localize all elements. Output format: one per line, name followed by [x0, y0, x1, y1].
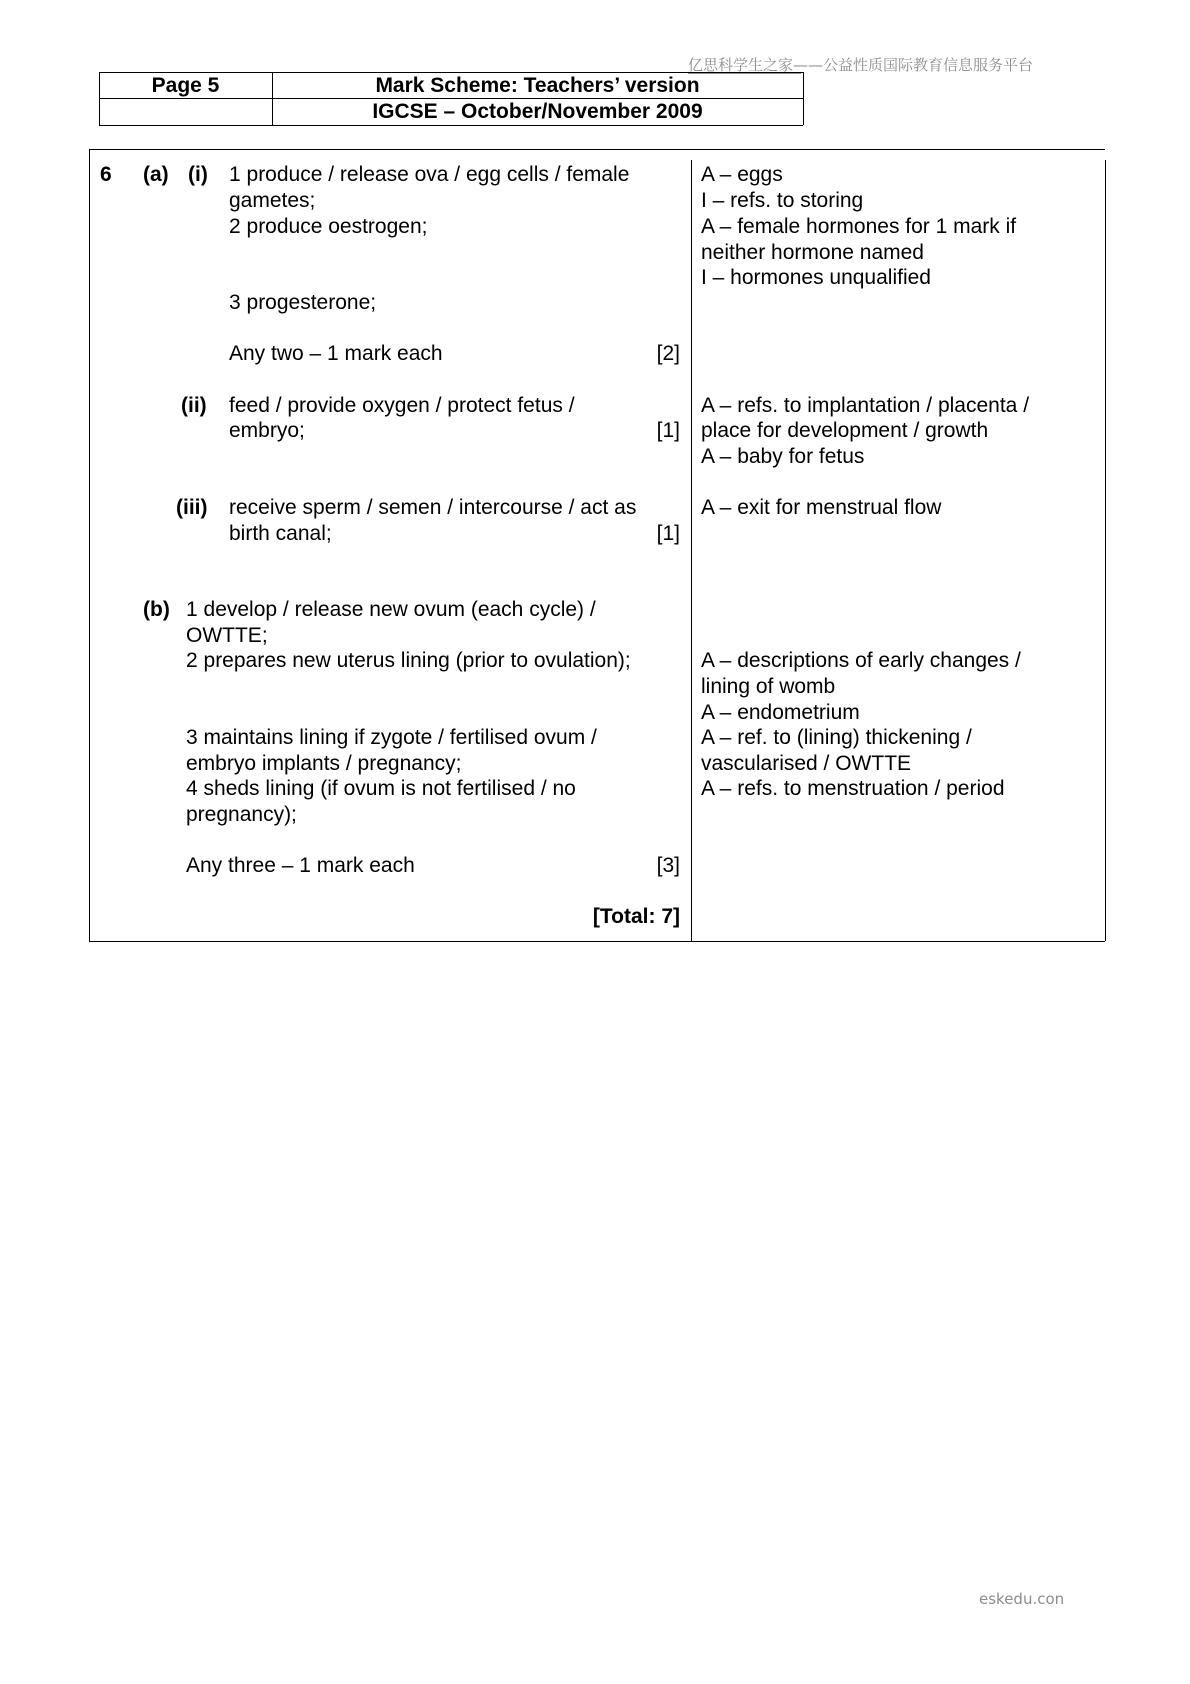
b-rule: Any three – 1 mark each [186, 854, 415, 877]
total-marks: [Total: 7] [592, 905, 680, 928]
a-i-guidance: I – hormones unqualified [701, 266, 931, 289]
a-iii-line: receive sperm / semen / intercourse / act as [229, 496, 637, 519]
a-iii-guidance: A – exit for menstrual flow [701, 496, 942, 519]
a-ii-guidance: place for development / growth [701, 419, 989, 442]
b-line: 2 prepares new uterus lining (prior to ovulation); [186, 649, 631, 672]
page-number: Page 5 [151, 74, 220, 97]
a-ii-line: embryo; [229, 419, 305, 442]
b-guidance: lining of womb [701, 675, 836, 698]
a-i-guidance: I – refs. to storing [701, 189, 864, 212]
a-iii-line: birth canal; [229, 522, 332, 545]
b-line: OWTTE; [186, 624, 268, 647]
b-guidance: A – endometrium [701, 701, 860, 724]
a-i-line: gametes; [229, 189, 316, 212]
b-line: 1 develop / release new ovum (each cycle) / [186, 598, 596, 621]
a-i-guidance: neither hormone named [701, 241, 924, 264]
a-ii-guidance: A – baby for fetus [701, 445, 865, 468]
question-number: 6 [100, 163, 112, 186]
b-line: embryo implants / pregnancy; [186, 752, 462, 775]
b-line: 4 sheds lining (if ovum is not fertilised / no [186, 777, 576, 800]
a-i-line: 2 produce oestrogen; [229, 215, 428, 238]
part-a-label: (a) [143, 163, 169, 186]
b-guidance: A – descriptions of early changes / [701, 649, 1021, 672]
a-ii-guidance: A – refs. to implantation / placenta / [701, 394, 1030, 417]
a-i-rule: Any two – 1 mark each [229, 342, 443, 365]
sub-i-label: (i) [188, 163, 208, 186]
a-i-guidance: A – eggs [701, 163, 783, 186]
b-guidance: A – refs. to menstruation / period [701, 777, 1005, 800]
watermark-bottom: eskedu.con [979, 1590, 1065, 1608]
b-line: pregnancy); [186, 803, 297, 826]
watermark-top: 亿思科学生之家——公益性质国际教育信息服务平台 [688, 56, 1034, 74]
a-ii-line: feed / provide oxygen / protect fetus / [229, 394, 575, 417]
b-line: 3 maintains lining if zygote / fertilised ovum / [186, 726, 597, 749]
a-iii-marks: [1] [656, 522, 680, 545]
b-marks: [3] [656, 854, 680, 877]
a-i-marks: [2] [656, 342, 680, 365]
header-title: Mark Scheme: Teachers’ version [375, 74, 700, 97]
a-i-line: 3 progesterone; [229, 291, 377, 314]
sub-ii-label: (ii) [181, 394, 207, 417]
part-b-label: (b) [143, 598, 170, 621]
a-i-guidance: A – female hormones for 1 mark if [701, 215, 1017, 238]
b-guidance: vascularised / OWTTE [701, 752, 912, 775]
a-ii-marks: [1] [656, 419, 680, 442]
sub-iii-label: (iii) [176, 496, 208, 519]
header-subtitle: IGCSE – October/November 2009 [372, 100, 703, 123]
b-guidance: A – ref. to (lining) thickening / [701, 726, 972, 749]
a-i-line: 1 produce / release ova / egg cells / female [229, 163, 630, 186]
